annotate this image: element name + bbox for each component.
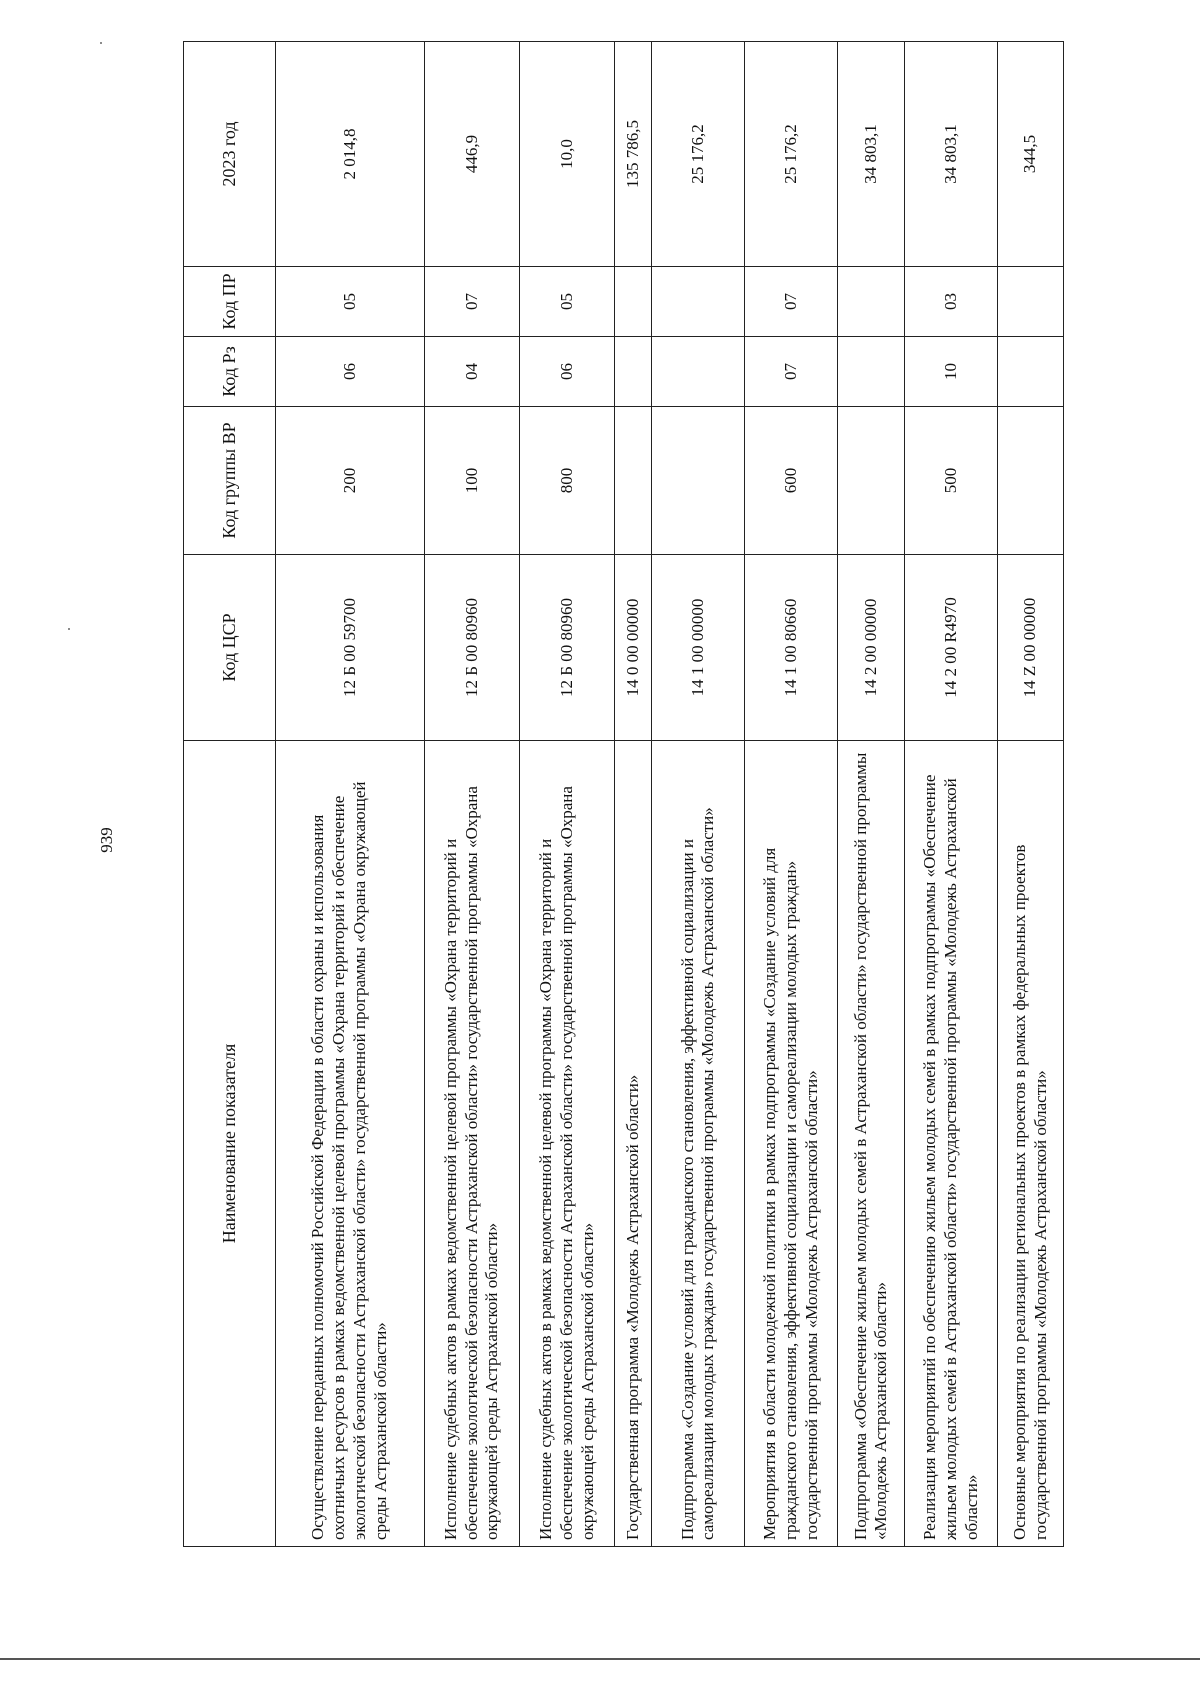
row-csr: 12 Б 00 80960 [520,555,615,741]
row-value: 135 786,5 [615,42,652,267]
table-row [838,42,905,1547]
row-name: Подпрограмма «Создание условий для гражданского становления, эффективной социализации и самореализации молодых граждан» государственной программы «Молодежь Астраханской области» [652,741,745,1547]
row-vr: 500 [905,407,998,555]
row-pr [998,267,1064,337]
row-value: 2 014,8 [276,42,425,267]
table-row [424,42,519,1547]
row-rz [998,337,1064,407]
row-name: Мероприятия в области молодежной политики в рамках подпрограммы «Создание условий для гражданского становления, эффективной социализации и самореализации молодых граждан» государственной программы «Молодежь Астраханской области» [745,741,838,1547]
row-rz: 06 [276,337,425,407]
row-vr: 100 [424,407,519,555]
row-vr [615,407,652,555]
row-pr: 07 [745,267,838,337]
budget-table-rotated [183,42,1064,1547]
page-number: 939 [97,827,116,853]
row-vr [998,407,1064,555]
row-name: Исполнение судебных актов в рамках ведомственной целевой программы «Охрана территорий и обеспечение экологической безопасности Астраханской области» государственной программы «Охрана окружающей среды Астраханской области» [520,741,615,1547]
header-name: Наименование показателя [184,741,276,1547]
row-value: 34 803,1 [905,42,998,267]
table-row [905,42,998,1547]
header-rz: Код Рз [184,337,276,407]
row-name: Основные мероприятия по реализации региональных проектов в рамках федеральных проектов государственной программы «Молодежь Астраханской области» [998,741,1064,1547]
row-value: 344,5 [998,42,1064,267]
row-rz [652,337,745,407]
row-value: 25 176,2 [745,42,838,267]
row-rz: 07 [745,337,838,407]
row-pr [838,267,905,337]
row-csr: 14 0 00 00000 [615,555,652,741]
budget-table [183,41,1064,1547]
row-vr: 800 [520,407,615,555]
row-csr: 14 2 00 00000 [838,555,905,741]
table-row [615,42,652,1547]
table-row [276,42,425,1547]
scan-edge-line [0,1658,1200,1660]
row-csr: 12 Б 00 80960 [424,555,519,741]
row-pr: 07 [424,267,519,337]
row-csr: 14 2 00 R4970 [905,555,998,741]
row-name: Исполнение судебных актов в рамках ведомственной целевой программы «Охрана территорий и обеспечение экологической безопасности Астраханской области» государственной программы «Охрана окружающей среды Астраханской области» [424,741,519,1547]
row-pr [652,267,745,337]
row-pr: 05 [276,267,425,337]
row-csr: 14 Z 00 00000 [998,555,1064,741]
table-header-row [184,42,276,1547]
row-vr: 200 [276,407,425,555]
header-csr: Код ЦСР [184,555,276,741]
header-vr: Код группы ВР [184,407,276,555]
row-csr: 12 Б 00 59700 [276,555,425,741]
row-vr [838,407,905,555]
row-rz: 04 [424,337,519,407]
row-name: Подпрограмма «Обеспечение жильем молодых семей в Астраханской области» государственной программы «Молодежь Астраханской области» [838,741,905,1547]
row-rz: 10 [905,337,998,407]
table-row [652,42,745,1547]
row-value: 10,0 [520,42,615,267]
scan-speck [100,42,102,44]
row-name: Реализация мероприятий по обеспечению жильем молодых семей в рамках подпрограммы «Обеспечение жильем молодых семей в Астраханской области» государственной программы «Молодежь Астраханской области» [905,741,998,1547]
row-pr: 03 [905,267,998,337]
row-rz [615,337,652,407]
header-year: 2023 год [184,42,276,267]
table-row [520,42,615,1547]
row-rz: 06 [520,337,615,407]
row-csr: 14 1 00 80660 [745,555,838,741]
table-row [745,42,838,1547]
row-rz [838,337,905,407]
row-value: 34 803,1 [838,42,905,267]
header-pr: Код ПР [184,267,276,337]
row-vr [652,407,745,555]
table-row [998,42,1064,1547]
row-pr [615,267,652,337]
row-csr: 14 1 00 00000 [652,555,745,741]
row-pr: 05 [520,267,615,337]
row-value: 25 176,2 [652,42,745,267]
row-value: 446,9 [424,42,519,267]
row-name: Государственная программа «Молодежь Астраханской области» [615,741,652,1547]
row-vr: 600 [745,407,838,555]
scan-speck [68,628,70,630]
row-name: Осуществление переданных полномочий Российской Федерации в области охраны и использования охотничьих ресурсов в рамках ведомственной целевой программы «Охрана территорий и обеспечение экологической безопасности Астраханской области» государственной программы «Охрана окружающей среды Астраханской области» [276,741,425,1547]
